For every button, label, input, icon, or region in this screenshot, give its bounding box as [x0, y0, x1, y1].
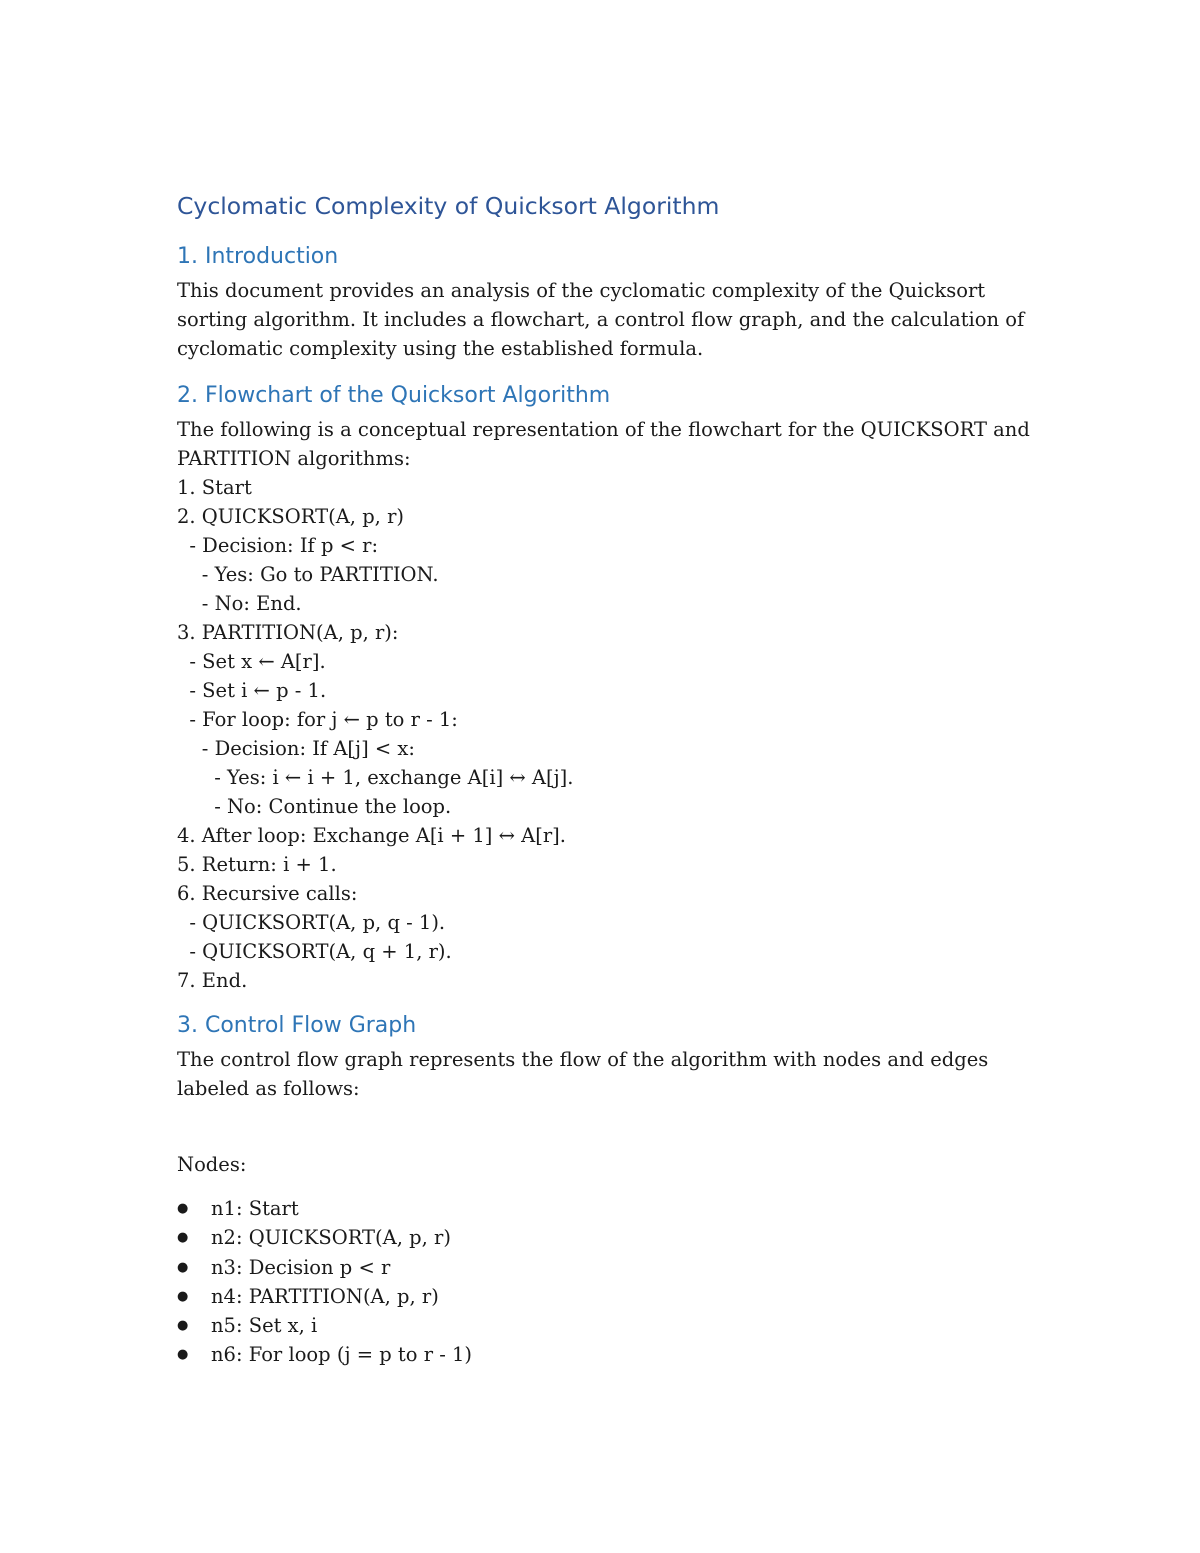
list-item	[177, 1194, 1037, 1223]
flowchart-step: - Set i ← p - 1.	[177, 679, 327, 702]
section-paragraph: This document provides an analysis of the cyclomatic complexity of the Quicksort sorting algorithm. It includes a flowchart, a control flow graph, and the calculation of cyclomatic complexity using the established formula.	[177, 279, 1025, 360]
flowchart-step: - For loop: for j ← p to r - 1:	[177, 708, 458, 731]
flowchart-steps	[177, 473, 1037, 995]
flowchart-step: - QUICKSORT(A, p, q - 1).	[177, 911, 446, 934]
document-title: Cyclomatic Complexity of Quicksort Algorithm	[177, 192, 720, 220]
section-heading: 1. Introduction	[177, 244, 339, 269]
node-label: n1: Start	[211, 1197, 299, 1220]
flowchart-step: - No: End.	[177, 592, 302, 615]
node-label: n4: PARTITION(A, p, r)	[211, 1284, 439, 1308]
section-heading: 3. Control Flow Graph	[177, 1013, 417, 1038]
list-item	[177, 1311, 1037, 1340]
section-flowchart	[177, 381, 1037, 995]
section-intro: The control flow graph represents the flow of the algorithm with nodes and edges labeled as follows:	[177, 1048, 989, 1100]
flowchart-step: 7. End.	[177, 969, 248, 992]
flowchart-step: 5. Return: i + 1.	[177, 853, 337, 876]
spacer	[177, 1103, 1037, 1150]
flowchart-step: - Yes: Go to PARTITION.	[177, 563, 439, 586]
node-label: n3: Decision p < r	[211, 1255, 391, 1279]
flowchart-step: - Decision: If p < r:	[177, 534, 379, 557]
list-item	[177, 1223, 1037, 1252]
bullet-icon: ●	[177, 1230, 189, 1246]
node-label: n5: Set x, i	[211, 1314, 318, 1338]
flowchart-step: 6. Recursive calls:	[177, 882, 358, 905]
flowchart-step: 3. PARTITION(A, p, r):	[177, 621, 399, 644]
nodes-label: Nodes:	[177, 1153, 247, 1176]
bullet-icon: ●	[177, 1201, 189, 1216]
list-item	[177, 1253, 1037, 1282]
flowchart-step: 1. Start	[177, 476, 252, 499]
list-item	[177, 1340, 1037, 1369]
bullet-icon: ●	[177, 1347, 189, 1363]
flowchart-step: - QUICKSORT(A, q + 1, r).	[177, 940, 452, 963]
section-heading: 2. Flowchart of the Quicksort Algorithm	[177, 383, 611, 408]
section-introduction	[177, 242, 1037, 363]
section-control-flow-graph	[177, 1011, 1037, 1370]
flowchart-step: 4. After loop: Exchange A[i + 1] ↔ A[r].	[177, 824, 566, 847]
flowchart-step: - Yes: i ← i + 1, exchange A[i] ↔ A[j].	[177, 766, 574, 789]
section-intro: The following is a conceptual representation of the flowchart for the QUICKSORT and PARTITION algorithms:	[177, 418, 1030, 470]
node-label: n2: QUICKSORT(A, p, r)	[211, 1226, 451, 1250]
bullet-icon: ●	[177, 1318, 189, 1334]
flowchart-step: - Decision: If A[j] < x:	[177, 737, 415, 760]
bullet-icon: ●	[177, 1288, 189, 1304]
bullet-icon: ●	[177, 1259, 189, 1275]
list-item	[177, 1282, 1037, 1311]
nodes-list	[177, 1194, 1037, 1370]
document-page	[177, 188, 1037, 1370]
flowchart-step: - No: Continue the loop.	[177, 795, 452, 818]
node-label: n6: For loop (j = p to r - 1)	[211, 1343, 473, 1367]
flowchart-step: 2. QUICKSORT(A, p, r)	[177, 505, 405, 528]
flowchart-step: - Set x ← A[r].	[177, 650, 326, 673]
